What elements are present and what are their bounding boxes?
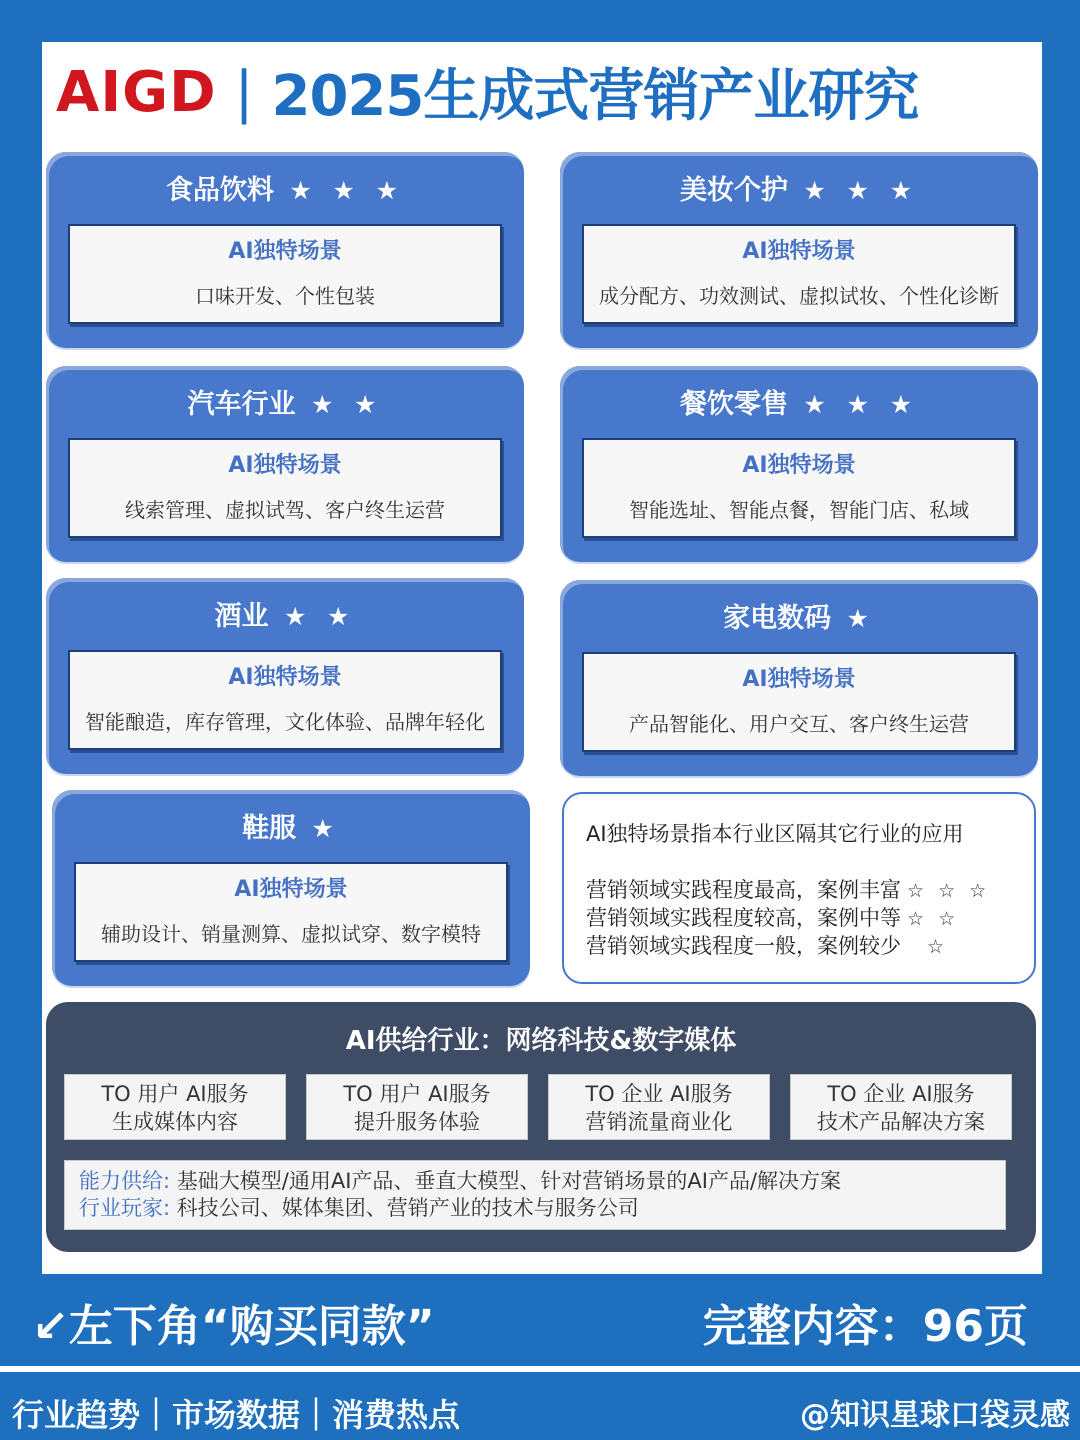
star-rating: ★	[311, 814, 340, 843]
service-type: TO 用户 AI服务	[101, 1082, 249, 1106]
legend-text: 营销领域实践程度一般，案例较少	[586, 934, 901, 958]
star-rating: ★ ★ ★	[289, 176, 405, 205]
card-heading	[46, 594, 524, 633]
card-heading	[560, 382, 1038, 421]
players-row	[79, 1195, 1005, 1222]
legend-row	[586, 874, 990, 904]
legend-text: 营销领域实践程度较高，案例中等	[586, 906, 901, 930]
players-label: 行业玩家:	[79, 1196, 171, 1220]
capability-text: 基础大模型/通用AI产品、垂直大模型、针对营销场景的AI产品/解决方案	[176, 1169, 842, 1193]
ai-supply-section	[46, 1002, 1036, 1252]
scenario-description: 智能选址、智能点餐，智能门店、私域	[629, 498, 969, 522]
scenario-description: 线索管理、虚拟试驾、客户终生运营	[125, 498, 445, 522]
players-text: 科技公司、媒体集团、营销产业的技术与服务公司	[176, 1196, 639, 1220]
legend-box	[562, 792, 1036, 984]
scenario-box	[68, 650, 502, 750]
industry-card-liquor	[46, 578, 524, 774]
scenario-subtitle: AI独特场景	[742, 453, 856, 478]
scenario-box	[68, 438, 502, 538]
title-text: 2025生成式营销产业研究	[271, 64, 919, 129]
card-industry-name: 汽车行业	[187, 389, 296, 420]
legend-row	[586, 902, 959, 932]
card-heading	[46, 382, 524, 421]
scenario-box	[582, 224, 1016, 324]
legend-title: AI独特场景指本行业区隔其它行业的应用	[586, 822, 964, 846]
card-heading	[560, 168, 1038, 207]
scenario-subtitle: AI独特场景	[234, 877, 348, 902]
card-industry-name: 餐饮零售	[679, 389, 788, 420]
footer-account: @知识星球口袋灵感	[800, 1398, 1070, 1433]
service-box	[548, 1074, 770, 1140]
service-goal: 技术产品解决方案	[817, 1110, 985, 1134]
service-goal: 提升服务体验	[354, 1110, 480, 1134]
scenario-description: 口味开发、个性包装	[195, 284, 375, 308]
industry-card-beauty	[560, 152, 1038, 348]
service-box	[306, 1074, 528, 1140]
purchase-hint: ↙左下角“购买同款”	[32, 1301, 435, 1352]
scenario-box	[582, 438, 1016, 538]
star-rating: ★ ★	[310, 390, 383, 419]
card-industry-name: 食品饮料	[165, 175, 274, 206]
service-goal: 营销流量商业化	[585, 1110, 733, 1134]
star-rating: ★	[846, 604, 875, 633]
divider	[0, 1366, 1080, 1372]
service-goal: 生成媒体内容	[112, 1110, 238, 1134]
capability-box	[64, 1160, 1006, 1230]
industry-card-home-appliance	[560, 580, 1038, 776]
star-rating: ★ ★ ★	[803, 176, 919, 205]
industry-card-food-beverage	[46, 152, 524, 348]
card-industry-name: 家电数码	[723, 603, 832, 634]
scenario-box	[68, 224, 502, 324]
title-separator: |	[234, 59, 254, 125]
card-heading	[560, 596, 1038, 635]
scenario-description: 产品智能化、用户交互、客户终生运营	[629, 712, 969, 736]
star-rating: ★ ★ ★	[803, 390, 919, 419]
industry-card-automotive	[46, 366, 524, 562]
capability-label: 能力供给:	[79, 1169, 171, 1193]
card-industry-name: 鞋服	[242, 813, 297, 844]
scenario-subtitle: AI独特场景	[742, 667, 856, 692]
industry-card-catering-retail	[560, 366, 1038, 562]
legend-stars: ☆ ☆	[907, 908, 960, 930]
supply-title: AI供给行业：网络科技&数字媒体	[345, 1026, 737, 1056]
card-heading	[52, 806, 530, 845]
card-industry-name: 酒业	[214, 601, 269, 632]
scenario-box	[74, 862, 508, 962]
scenario-subtitle: AI独特场景	[742, 239, 856, 264]
footer-tags: 行业趋势｜市场数据｜消费热点	[12, 1396, 461, 1434]
service-box	[790, 1074, 1012, 1140]
scenario-description: 成分配方、功效测试、虚拟试妆、个性化诊断	[599, 284, 999, 308]
scenario-subtitle: AI独特场景	[228, 453, 342, 478]
service-type: TO 企业 AI服务	[585, 1082, 733, 1106]
legend-row	[586, 930, 948, 960]
legend-text: 营销领域实践程度最高，案例丰富	[586, 878, 901, 902]
scenario-description: 辅助设计、销量测算、虚拟试穿、数字模特	[101, 922, 481, 946]
service-box	[64, 1074, 286, 1140]
scenario-box	[582, 652, 1016, 752]
star-rating: ★ ★	[283, 602, 356, 631]
scenario-subtitle: AI独特场景	[228, 665, 342, 690]
card-industry-name: 美妆个护	[679, 175, 788, 206]
page-count: 完整内容：96页	[702, 1301, 1028, 1352]
brand-name: AIGD	[56, 59, 217, 125]
service-type: TO 企业 AI服务	[827, 1082, 975, 1106]
legend-stars: ☆	[927, 936, 949, 958]
scenario-subtitle: AI独特场景	[228, 239, 342, 264]
page-title	[56, 52, 1036, 132]
industry-card-apparel	[52, 790, 530, 986]
scenario-description: 智能酿造，库存管理，文化体验、品牌年轻化	[85, 710, 485, 734]
legend-stars: ☆ ☆ ☆	[907, 880, 991, 902]
card-heading	[46, 168, 524, 207]
capability-row	[79, 1168, 1005, 1195]
service-type: TO 用户 AI服务	[343, 1082, 491, 1106]
